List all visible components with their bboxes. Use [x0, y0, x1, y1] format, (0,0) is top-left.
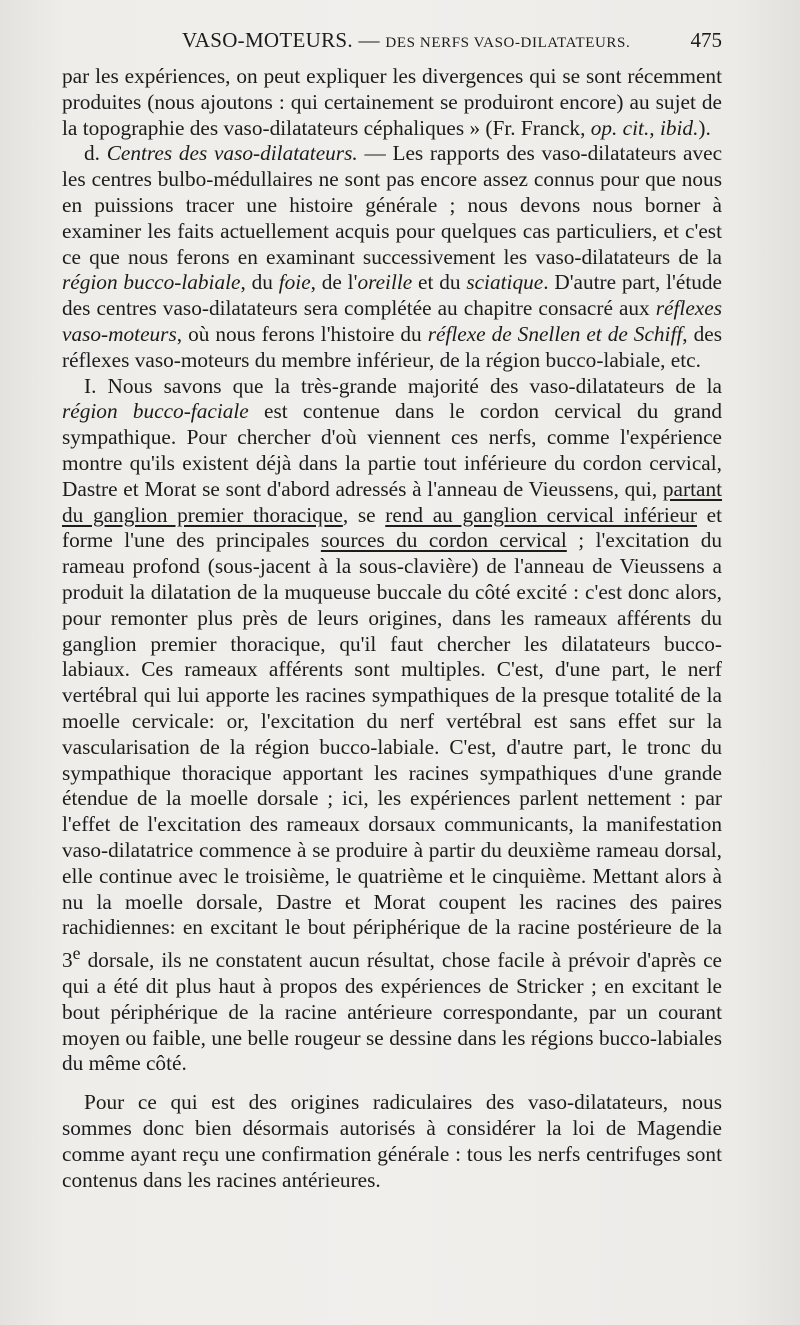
paragraph-text: Pour ce qui est des origines radiculaires des vaso-dilatateurs, nous sommes donc bien désormais autorisés à considérer la loi de Magendie comme ayant reçu une confirmation générale : tous les nerfs centrifuges sont contenus dans les racines antérieures.: [62, 1090, 722, 1192]
paragraph-bucco-labiale: [62, 374, 722, 1078]
paragraph-text: , se: [342, 502, 376, 527]
paragraph-text: et du: [412, 270, 461, 295]
running-title-sub: DES NERFS VASO-DILATATEURS.: [385, 35, 631, 51]
paragraph-text: par les expériences, on peut expliquer les divergences qui se sont récemment produites (nous ajoutons : qui certainement se produiront encore) au sujet de la topographie des vaso-dilatateurs céphaliques » (Fr. Franck,: [62, 64, 722, 140]
italic-term: région bucco-faciale: [62, 399, 249, 424]
italic-term: sciatique: [466, 270, 544, 295]
running-title-main: VASO-MOTEURS.: [182, 28, 353, 52]
paragraph-centres: [62, 141, 722, 373]
paragraph-text: est contenue dans le cordon cervical du grand sympathique. Pour chercher d'où viennent ces nerfs, comme l'expérience montre qu'ils existent déjà dans la partie tout inférieure du cordon cervical, Dastre et Morat se sont d'abord adressés à l'anneau de Vieussens, qui,: [62, 399, 722, 501]
page-number: 475: [690, 28, 722, 52]
paragraph-conclusion: [62, 1090, 722, 1193]
ordinal-superscript: e: [72, 943, 81, 964]
paragraph-text: I. Nous savons que la très-grande majorité des vaso-dilatateurs de la: [84, 373, 722, 398]
running-header: [62, 28, 722, 56]
handwritten-underline: rend au ganglion cervical inférieur: [385, 502, 697, 527]
handwritten-underline: partant du ganglion premier thoracique: [62, 476, 723, 527]
paragraph-text: ; l'excitation du rameau profond (sous-jacent à la sous-clavière) de l'anneau de Vieussens a produit la dilatation de la muqueuse buccale du côté excité : c'est donc alors, pour remonter plus près de leurs origines, dans les rameaux afférents du ganglion premier thoracique, qu'il faut chercher les dilatateurs bucco-labiaux. Ces rameaux afférents sont multiples. C'est, d'une part, le nerf vertébral qui lui apporte les racines sympathiques de la presque totalité de la moelle cervicale: or, l'excitation du nerf vertébral est sans effet sur la vascularisation de la région bucco-labiale. C'est, d'autre part, le tronc du sympathique thoracique apportant les racines sympathiques d'une grande étendue de la moelle dorsale ; ici, les expériences parlent nettement : par l'effet de l'excitation des rameaux dorsaux communicants, la manifestation vaso-dilatatrice commence à se produire à partir du deuxième rameau dorsal, elle continue avec le troisième, le quatrième et le cinquième. Mettant alors à nu la moelle dorsale, Dastre et Morat coupent les racines des paires rachidiennes: en excitant le bout périphérique de la racine postérieure de la 3: [62, 528, 723, 973]
paragraph-text: . D'autre part, l'étude des centres vaso-dilatateurs sera complétée au chapitre consacré aux: [62, 270, 722, 321]
paragraph-text: , où nous ferons l'histoire du: [176, 321, 422, 346]
italic-term: réflexe de Snellen et de Schiff: [427, 321, 683, 346]
italic-term: réflexes vaso-moteurs: [62, 296, 722, 346]
paragraph-continuation: [62, 64, 722, 141]
running-title-dash: —: [358, 28, 380, 52]
paragraph-text: dorsale, ils ne constatent aucun résultat, chose facile à prévoir d'après ce qui a été dit plus haut à propos des expériences de Stricker ; en excitant le bout périphérique de la racine antérieure correspondante, par un courant moyen ou faible, une belle rougeur se dessine dans les régions bucco-labiales du même côté.: [62, 948, 722, 1076]
paragraph-text: , du: [240, 270, 273, 295]
paragraph-text: — Les rapports des vaso-dilatateurs avec les centres bulbo-médullaires ne sont pas encore assez connus pour que nous en puissions tracer une histoire générale ; nous devons nous borner à examiner les faits actuellement acquis pour quelques cas particuliers, et c'est ce que nous ferons en examinant successivement les vaso-dilatateurs de la: [62, 141, 723, 269]
running-title: [182, 28, 630, 53]
italic-term: foie: [278, 270, 311, 295]
italic-term: oreille: [357, 270, 413, 295]
paragraph-text: ).: [698, 115, 711, 140]
citation: op. cit., ibid.: [590, 115, 699, 140]
section-label: d.: [84, 141, 100, 166]
paragraph-text: , des réflexes vaso-moteurs du membre inférieur, de la région bucco-labiale, etc.: [62, 321, 722, 372]
handwritten-underline: sources du cordon cervical: [320, 528, 567, 553]
paragraph-text: et forme l'une des principales: [62, 502, 723, 553]
italic-term: région bucco-labiale: [62, 270, 241, 295]
section-title: Centres des vaso-dilatateurs.: [106, 141, 358, 166]
paragraph-text: , de l': [310, 270, 358, 295]
page-body: [62, 64, 722, 1193]
